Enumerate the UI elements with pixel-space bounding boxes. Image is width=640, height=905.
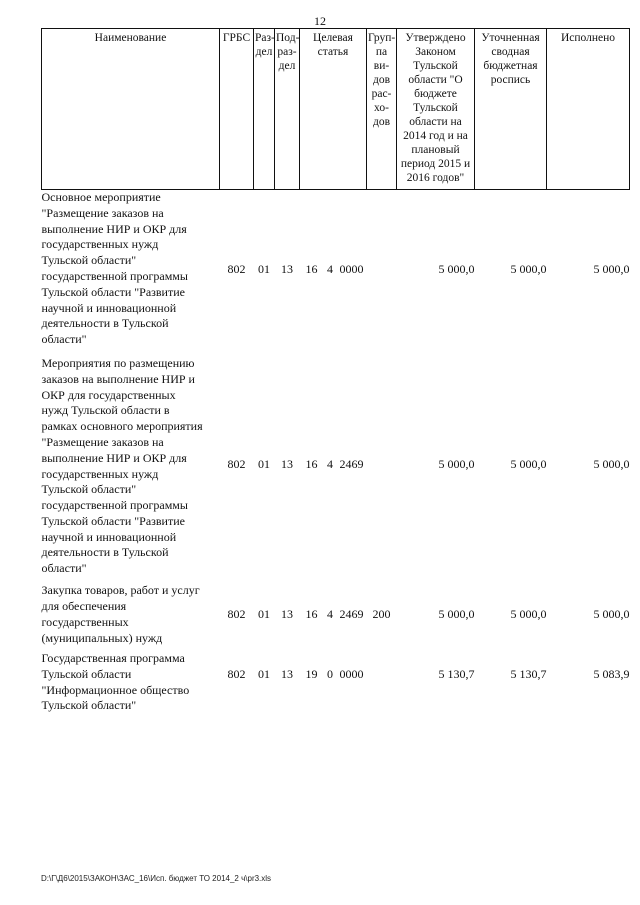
row-name: Мероприятия по размещению заказов на выполнение НИР и ОКР для государственных нужд Тульской области в рамках основного мероприятия "Размещение заказов на выполнение НИР и ОКР для государственных нужд Тульской области" государственной программы Тульской области "Развитие научной и инновационной деятельности в Тульской области" (41, 355, 203, 576)
table-row (42, 579, 630, 651)
row-approved: 5 000,0 (438, 262, 475, 277)
file-path-footer: D:\Г\Д6\2015\ЗАКОН\ЗАС_16\Исп. бюджет ТО 2014_2 ч\рr3.xls (41, 874, 272, 883)
row-target-a: 16 (305, 607, 318, 622)
row-razdel: 01 (258, 456, 270, 471)
header-razdel: Раз- дел (254, 29, 275, 190)
row-executed: 5 000,0 (593, 456, 630, 471)
header-approved: Утверждено Законом Тульской области "О бюджете Тульской области на 2014 год и на плановый период 2015 и 2016 годов" (397, 29, 475, 190)
table-row (42, 190, 630, 351)
row-target-c: 2469 (339, 607, 364, 622)
row-razdel: 01 (258, 262, 270, 277)
header-podrazdel: Под- раз- дел (275, 29, 300, 190)
table-header-row (42, 29, 630, 190)
row-grbs: 802 (227, 667, 246, 681)
row-name: Основное мероприятие "Размещение заказов на выполнение НИР и ОКР для государственных нужд Тульской области" государственной программы Тульской области "Развитие научной и инновационной деятельности в Тульской области" (41, 190, 188, 347)
header-grbs: ГРБС (220, 29, 254, 190)
row-podrazdel: 13 (281, 262, 293, 277)
row-target-c: 0000 (339, 262, 364, 277)
row-group (367, 350, 397, 579)
row-target-a: 16 (305, 456, 318, 471)
row-target-b: 4 (327, 607, 333, 622)
header-clarified: Уточненная сводная бюджетная роспись (475, 29, 547, 190)
row-grbs: 802 (227, 607, 246, 622)
row-clarified: 5 000,0 (510, 262, 547, 277)
row-approved: 5 000,0 (438, 456, 475, 471)
row-approved: 5 000,0 (438, 607, 475, 622)
row-razdel: 01 (258, 667, 270, 681)
row-clarified: 5 130,7 (510, 667, 547, 681)
row-grbs: 802 (227, 262, 246, 277)
row-executed: 5 083,9 (593, 667, 630, 681)
row-executed: 5 000,0 (593, 607, 630, 622)
row-razdel: 01 (258, 607, 270, 622)
row-podrazdel: 13 (281, 456, 293, 471)
row-clarified: 5 000,0 (510, 456, 547, 471)
table-row (42, 651, 630, 733)
row-name: Закупка товаров, работ и услуг для обеспечения государственных (муниципальных) нужд (41, 583, 200, 645)
row-target-c: 0000 (339, 667, 364, 681)
table-row (42, 350, 630, 579)
row-target-a: 19 (305, 667, 318, 681)
budget-table (41, 28, 630, 733)
row-target-b: 4 (327, 262, 333, 277)
row-target-b: 0 (327, 667, 333, 681)
row-approved: 5 130,7 (438, 667, 475, 681)
row-target-a: 16 (305, 262, 318, 277)
row-group (367, 651, 397, 733)
header-target: Целевая статья (300, 29, 367, 190)
row-group (367, 190, 397, 351)
row-executed: 5 000,0 (593, 262, 630, 277)
header-name: Наименование (42, 29, 220, 190)
header-group: Груп- па ви- дов рас- хо- дов (367, 29, 397, 190)
row-target-b: 4 (327, 456, 333, 471)
row-grbs: 802 (227, 456, 246, 471)
row-group: 200 (372, 607, 391, 622)
row-clarified: 5 000,0 (510, 607, 547, 622)
row-podrazdel: 13 (281, 607, 293, 622)
row-name: Государственная программа Тульской области "Информационное общество Тульской области" (41, 651, 190, 713)
header-executed: Исполнено (547, 29, 630, 190)
page-number: 12 (314, 14, 326, 28)
row-target-c: 2469 (339, 456, 364, 471)
row-podrazdel: 13 (281, 667, 293, 681)
